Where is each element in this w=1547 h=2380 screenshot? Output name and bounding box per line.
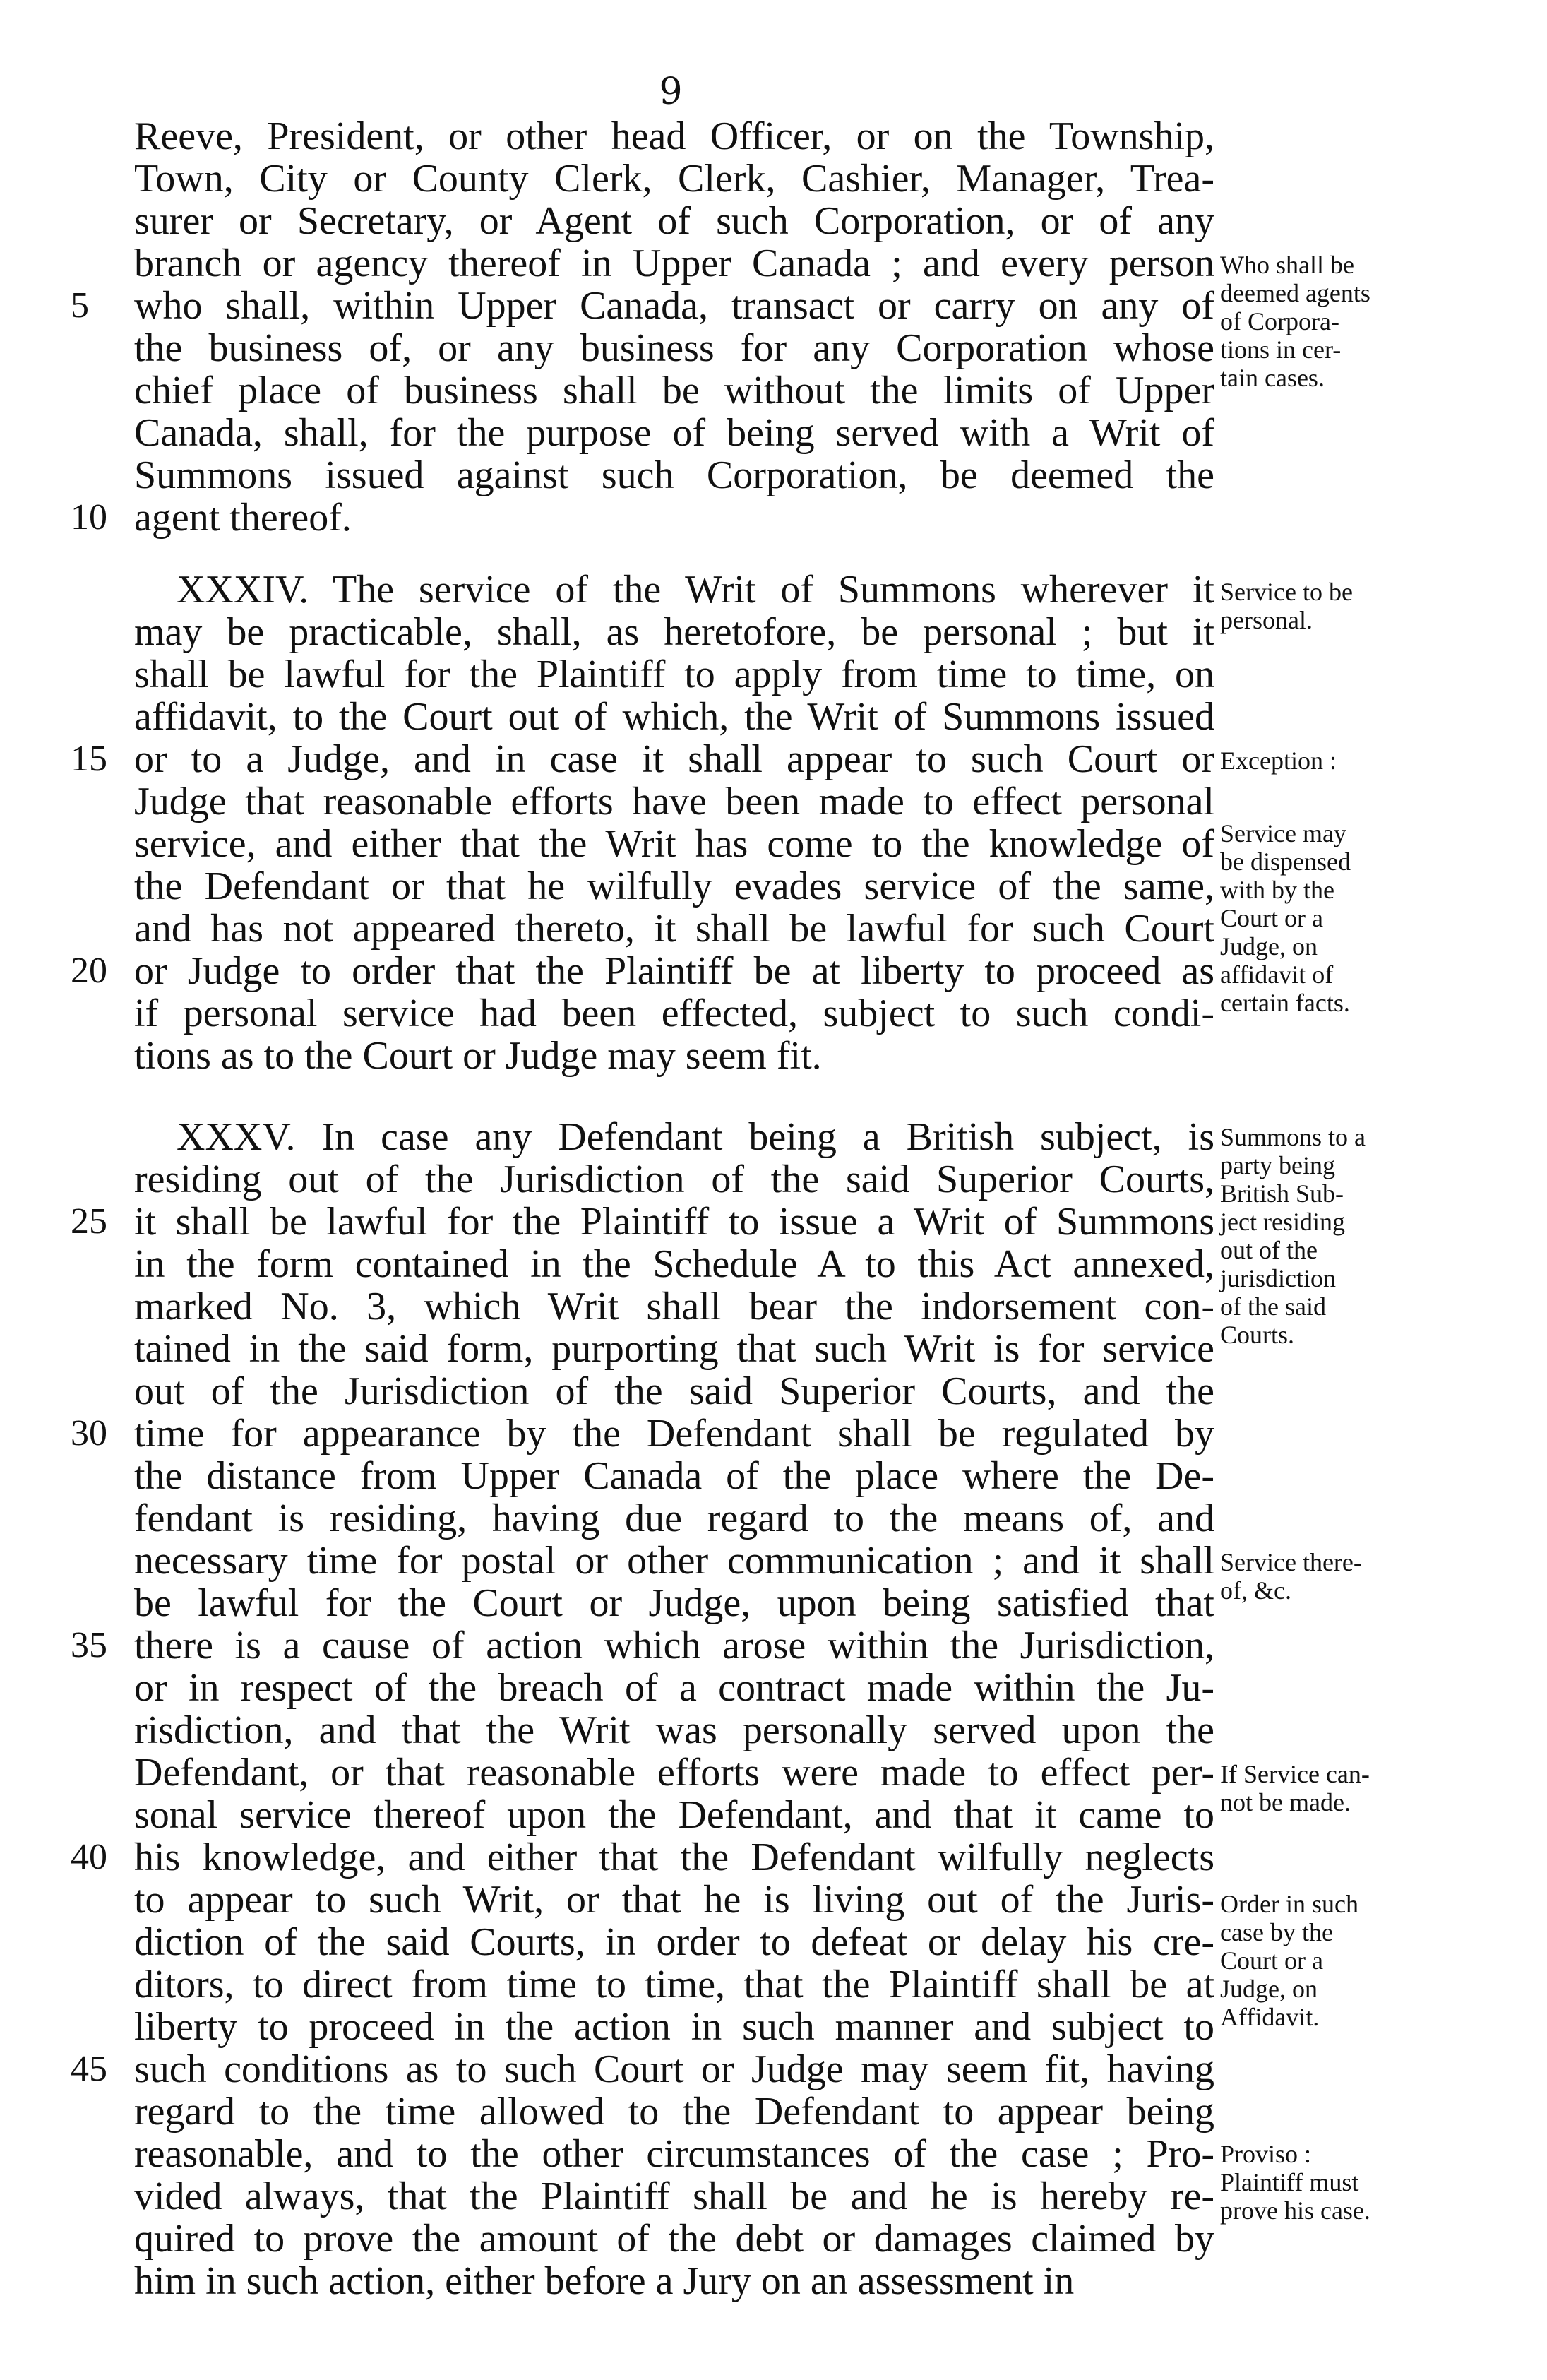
text-line: residing out of the Jurisdiction of the said Superior Courts, (134, 1158, 1214, 1201)
text-line: marked No. 3, which Writ shall bear the indorsement con- (134, 1285, 1214, 1328)
text-line: vided always, that the Plaintiff shall be and he is hereby re- (134, 2174, 1214, 2218)
text-line: Reeve, President, or other head Officer, or on the Township, (134, 114, 1214, 158)
margin-note-line: Service there- (1220, 1548, 1362, 1576)
margin-note-line: Order in such (1220, 1890, 1358, 1918)
text-line: the Defendant or that he wilfully evades service of the same, (134, 864, 1214, 908)
margin-note-corporation-agents (1220, 251, 1531, 392)
margin-note-line: party being (1220, 1151, 1335, 1179)
margin-note-service-personal (1220, 578, 1531, 634)
text-line: Town, City or County Clerk, Clerk, Cashier, Manager, Trea- (134, 157, 1214, 201)
text-line: quired to prove the amount of the debt or damages claimed by (134, 2217, 1214, 2261)
line-number: 45 (71, 2049, 107, 2089)
line-number: 5 (71, 285, 89, 326)
text-line: to appear to such Writ, or that he is living out of the Juris- (134, 1878, 1214, 1922)
margin-note-line: be dispensed (1220, 847, 1351, 876)
margin-note-service-dispensed (1220, 819, 1531, 1017)
text-line: risdiction, and that the Writ was personally served upon the (134, 1708, 1214, 1752)
margin-note-line: British Sub- (1220, 1179, 1344, 1208)
margin-note-line: Summons to a (1220, 1123, 1366, 1151)
margin-note-exception (1220, 746, 1531, 775)
margin-note-line: out of the (1220, 1236, 1318, 1264)
page-number: 9 (659, 71, 683, 113)
margin-note-line: certain facts. (1220, 989, 1350, 1017)
text-line: or in respect of the breach of a contract made within the Ju- (134, 1666, 1214, 1710)
text-line: the distance from Upper Canada of the place where the De- (134, 1454, 1214, 1498)
text-line: shall be lawful for the Plaintiff to apply from time to time, on (134, 653, 1214, 696)
margin-note-line: case by the (1220, 1918, 1333, 1946)
text-line: out of the Jurisdiction of the said Superior Courts, and the (134, 1369, 1214, 1413)
text-line: fendant is residing, having due regard to the means of, and (134, 1497, 1214, 1540)
text-line: surer or Secretary, or Agent of such Corporation, or of any (134, 199, 1214, 243)
line-number: 30 (71, 1413, 107, 1453)
text-line: chief place of business shall be without the limits of Upper (134, 369, 1214, 412)
text-line: there is a cause of action which arose within the Jurisdiction, (134, 1624, 1214, 1667)
text-line: or to a Judge, and in case it shall appear to such Court or (134, 737, 1214, 781)
text-line: him in such action, either before a Jury on an assessment in (134, 2259, 1075, 2303)
text-line: and has not appeared thereto, it shall be lawful for such Court (134, 907, 1214, 951)
line-number: 35 (71, 1625, 107, 1665)
text-line: in the form contained in the Schedule A to this Act annexed, (134, 1242, 1214, 1286)
text-line: Summons issued against such Corporation, be deemed the (134, 453, 1214, 497)
margin-note-line: Exception : (1220, 746, 1337, 775)
margin-note-line: of the said (1220, 1292, 1326, 1321)
margin-note-line: prove his case. (1220, 2196, 1370, 2225)
text-line: it shall be lawful for the Plaintiff to issue a Writ of Summons (134, 1200, 1214, 1244)
margin-note-service-thereof (1220, 1548, 1531, 1605)
margin-note-line: Court or a (1220, 1946, 1323, 1975)
margin-note-line: of Corpora- (1220, 307, 1339, 335)
text-line: Canada, shall, for the purpose of being served with a Writ of (134, 411, 1214, 455)
text-line: sonal service thereof upon the Defendant, and that it came to (134, 1793, 1214, 1837)
text-line: if personal service had been effected, subject to such condi- (134, 992, 1214, 1035)
text-line: reasonable, and to the other circumstances of the case ; Pro- (134, 2132, 1214, 2176)
text-line: tained in the said form, purporting that such Writ is for service (134, 1327, 1214, 1371)
text-line: tions as to the Court or Judge may seem fit. (134, 1034, 822, 1078)
margin-note-line: Who shall be (1220, 251, 1354, 279)
text-line: service, and either that the Writ has come to the knowledge of (134, 822, 1214, 866)
text-line: ditors, to direct from time to time, that the Plaintiff shall be at (134, 1963, 1214, 2006)
margin-note-order-affidavit (1220, 1890, 1531, 2031)
margin-note-proviso (1220, 2140, 1531, 2225)
margin-note-line: Courts. (1220, 1321, 1295, 1349)
margin-note-line: tain cases. (1220, 364, 1325, 392)
margin-note-summons-british-subject (1220, 1123, 1531, 1349)
margin-note-line: of, &c. (1220, 1576, 1291, 1605)
margin-note-line: jurisdiction (1220, 1264, 1336, 1292)
margin-note-line: Judge, on (1220, 1975, 1318, 2003)
margin-note-line: Court or a (1220, 904, 1323, 932)
margin-note-line: Service to be (1220, 578, 1353, 606)
text-line: affidavit, to the Court out of which, the Writ of Summons issued (134, 695, 1214, 739)
margin-note-line: Proviso : (1220, 2140, 1312, 2168)
text-line: Defendant, or that reasonable efforts were made to effect per- (134, 1751, 1214, 1795)
text-line: necessary time for postal or other communication ; and it shall (134, 1539, 1214, 1583)
text-line: or Judge to order that the Plaintiff be at liberty to proceed as (134, 949, 1214, 993)
margin-note-line: Plaintiff must (1220, 2168, 1359, 2196)
line-number: 15 (71, 739, 107, 779)
text-line: Judge that reasonable efforts have been made to effect personal (134, 780, 1214, 823)
margin-note-line: personal. (1220, 606, 1313, 634)
line-number: 20 (71, 951, 107, 991)
text-line: agent thereof. (134, 496, 352, 540)
margin-note-line: Service may (1220, 819, 1346, 847)
line-number: 25 (71, 1201, 107, 1242)
section-heading-line: XXXV. In case any Defendant being a British subject, is (177, 1115, 1214, 1159)
text-line: liberty to proceed in the action in such manner and subject to (134, 2005, 1214, 2049)
margin-note-line: with by the (1220, 876, 1334, 904)
text-line: branch or agency thereof in Upper Canada ; and every person (134, 242, 1214, 285)
text-line: the business of, or any business for any Corporation whose (134, 326, 1214, 370)
text-line: time for appearance by the Defendant shall be regulated by (134, 1412, 1214, 1456)
margin-note-line: deemed agents (1220, 279, 1370, 307)
margin-note-line: If Service can- (1220, 1760, 1370, 1788)
margin-note-line: tions in cer- (1220, 335, 1342, 364)
text-line: such conditions as to such Court or Judge may seem fit, having (134, 2047, 1214, 2091)
text-line: his knowledge, and either that the Defendant wilfully neglects (134, 1835, 1214, 1879)
text-line: who shall, within Upper Canada, transact or carry on any of (134, 284, 1214, 328)
text-line: diction of the said Courts, in order to defeat or delay his cre- (134, 1920, 1214, 1964)
margin-note-line: Judge, on (1220, 932, 1318, 960)
text-line: regard to the time allowed to the Defendant to appear being (134, 2090, 1214, 2134)
line-number: 40 (71, 1837, 107, 1877)
margin-note-service-cannot-be-made (1220, 1760, 1531, 1816)
line-number: 10 (71, 497, 107, 537)
margin-note-line: not be made. (1220, 1788, 1351, 1816)
margin-note-line: affidavit of (1220, 960, 1334, 989)
text-line: may be practicable, shall, as heretofore, be personal ; but it (134, 610, 1214, 654)
section-heading-line: XXXIV. The service of the Writ of Summons wherever it (177, 568, 1214, 612)
text-line: be lawful for the Court or Judge, upon being satisfied that (134, 1581, 1214, 1625)
margin-note-line: Affidavit. (1220, 2003, 1320, 2031)
margin-note-line: ject residing (1220, 1208, 1345, 1236)
